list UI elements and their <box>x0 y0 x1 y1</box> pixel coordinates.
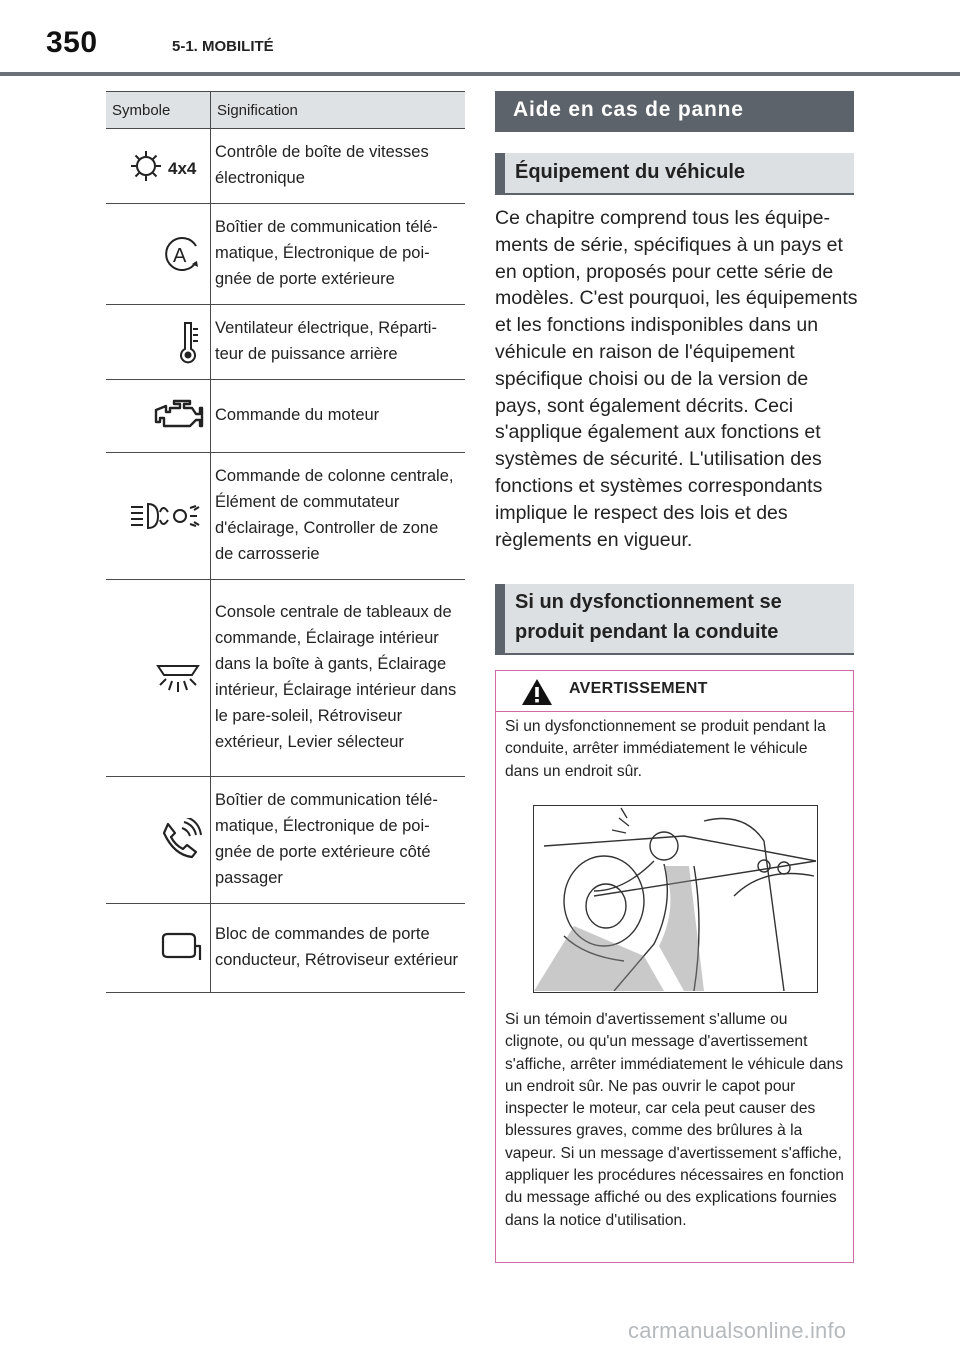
table-row <box>106 204 465 305</box>
warning-box <box>495 670 854 1263</box>
meaning-cell: Commande de colonne centrale, Élément de commutateur d'éclairage, Controller de zone de carrosserie <box>211 453 466 580</box>
auto-start-stop-icon <box>160 232 204 276</box>
symbol-cell <box>106 777 211 904</box>
table-header-row <box>106 92 465 129</box>
symbol-cell <box>106 129 211 204</box>
engine-icon <box>152 396 204 436</box>
symbol-cell <box>106 580 211 777</box>
exclamation-dot <box>535 699 539 702</box>
warning-title: AVERTISSEMENT <box>569 680 708 697</box>
exclamation-bar <box>535 687 539 697</box>
page-number: 350 <box>46 26 98 59</box>
driver-stopping-illustration <box>534 806 816 991</box>
svg-text:A: A <box>173 245 187 267</box>
meaning-cell: Console centrale de tableaux de commande, Éclairage intérieur dans la boîte à gants, Éclairage intérieur, Éclairage intérieur dans le pare-soleil, Rétroviseur extérieur, Levier sélecteur <box>211 580 466 777</box>
meaning-cell: Commande du moteur <box>211 380 466 453</box>
table-row <box>106 777 465 904</box>
heading-equipment: Équipement du véhicule <box>495 153 854 195</box>
header-rule <box>0 72 960 76</box>
symbol-cell <box>106 904 211 993</box>
column-header-meaning: Signification <box>211 92 466 129</box>
column-header-symbol: Symbole <box>106 92 211 129</box>
meaning-cell: Boîtier de communication télématique, Électronique de poignée de porte extérieure <box>211 204 466 305</box>
symbol-cell <box>106 305 211 380</box>
section-title: 5-1. MOBILITÉ <box>172 38 274 55</box>
warning-text-1: Si un dysfonctionnement se produit pendant la conduite, arrêter immédiatement le véhicule dans un endroit sûr. <box>505 718 826 780</box>
warning-text-2: Si un témoin d'avertissement s'allume ou clignote, ou qu'un message d'avertissement s'affiche, arrêter immédiatement le véhicule dans un endroit sûr. Ne pas ouvrir le capot pour inspecter le moteur, car cela peut causer des blessures graves, comme des brûlures à la vapeur. Si un message d'avertissement s'affiche, appliquer les procédures nécessaires en fonction du message affiché ou des explications fournies dans la notice d'utilisation. <box>505 1011 844 1229</box>
intro-paragraph: Ce chapitre comprend tous les équipements de série, spécifiques à un pays et en option, proposés pour cette série de modèles. C'est pourquoi, les équipements et les fonctions indisponibles dans un véhicule en raison de l'équipement spécifique choisi ou de la version de pays, sont également décrits. Ceci s'applique également aux fonctions et systèmes de sécurité. L'utilisation des fonctions et systèmes correspondants implique le respect des lois et des règlements en vigueur. <box>495 207 858 551</box>
heading-malfunction: Si un dysfonctionnement se produit pendant la conduite <box>495 584 854 655</box>
symbol-cell <box>106 204 211 305</box>
chapter-banner: Aide en cas de panne <box>495 91 854 132</box>
meaning-cell: Contrôle de boîte de vitesses électronique <box>211 129 466 204</box>
driver-illustration <box>533 805 818 993</box>
thermometer-icon <box>174 319 204 365</box>
table-row <box>106 129 465 204</box>
svg-text:4x4: 4x4 <box>168 159 197 178</box>
symbol-cell <box>106 453 211 580</box>
table-row <box>106 453 465 580</box>
meaning-cell: Bloc de commandes de porte conducteur, Rétroviseur extérieur <box>211 904 466 993</box>
symbol-table <box>106 91 465 993</box>
table-row <box>106 904 465 993</box>
mirror-icon <box>158 930 204 966</box>
table-row <box>106 305 465 380</box>
phone-icon <box>158 818 204 862</box>
table-row <box>106 580 465 777</box>
watermark: carmanualsonline.info <box>628 1318 847 1343</box>
warning-triangle-icon <box>520 677 554 707</box>
meaning-cell: Ventilateur électrique, Répartiteur de puissance arrière <box>211 305 466 380</box>
symbol-cell <box>106 380 211 453</box>
table-row <box>106 380 465 453</box>
warning-header <box>496 671 853 712</box>
gear-4x4-icon <box>128 146 204 186</box>
headlight-icon <box>128 498 204 534</box>
interior-light-icon <box>152 658 204 698</box>
meaning-cell: Boîtier de communication télématique, Électronique de poignée de porte extérieure côté passager <box>211 777 466 904</box>
